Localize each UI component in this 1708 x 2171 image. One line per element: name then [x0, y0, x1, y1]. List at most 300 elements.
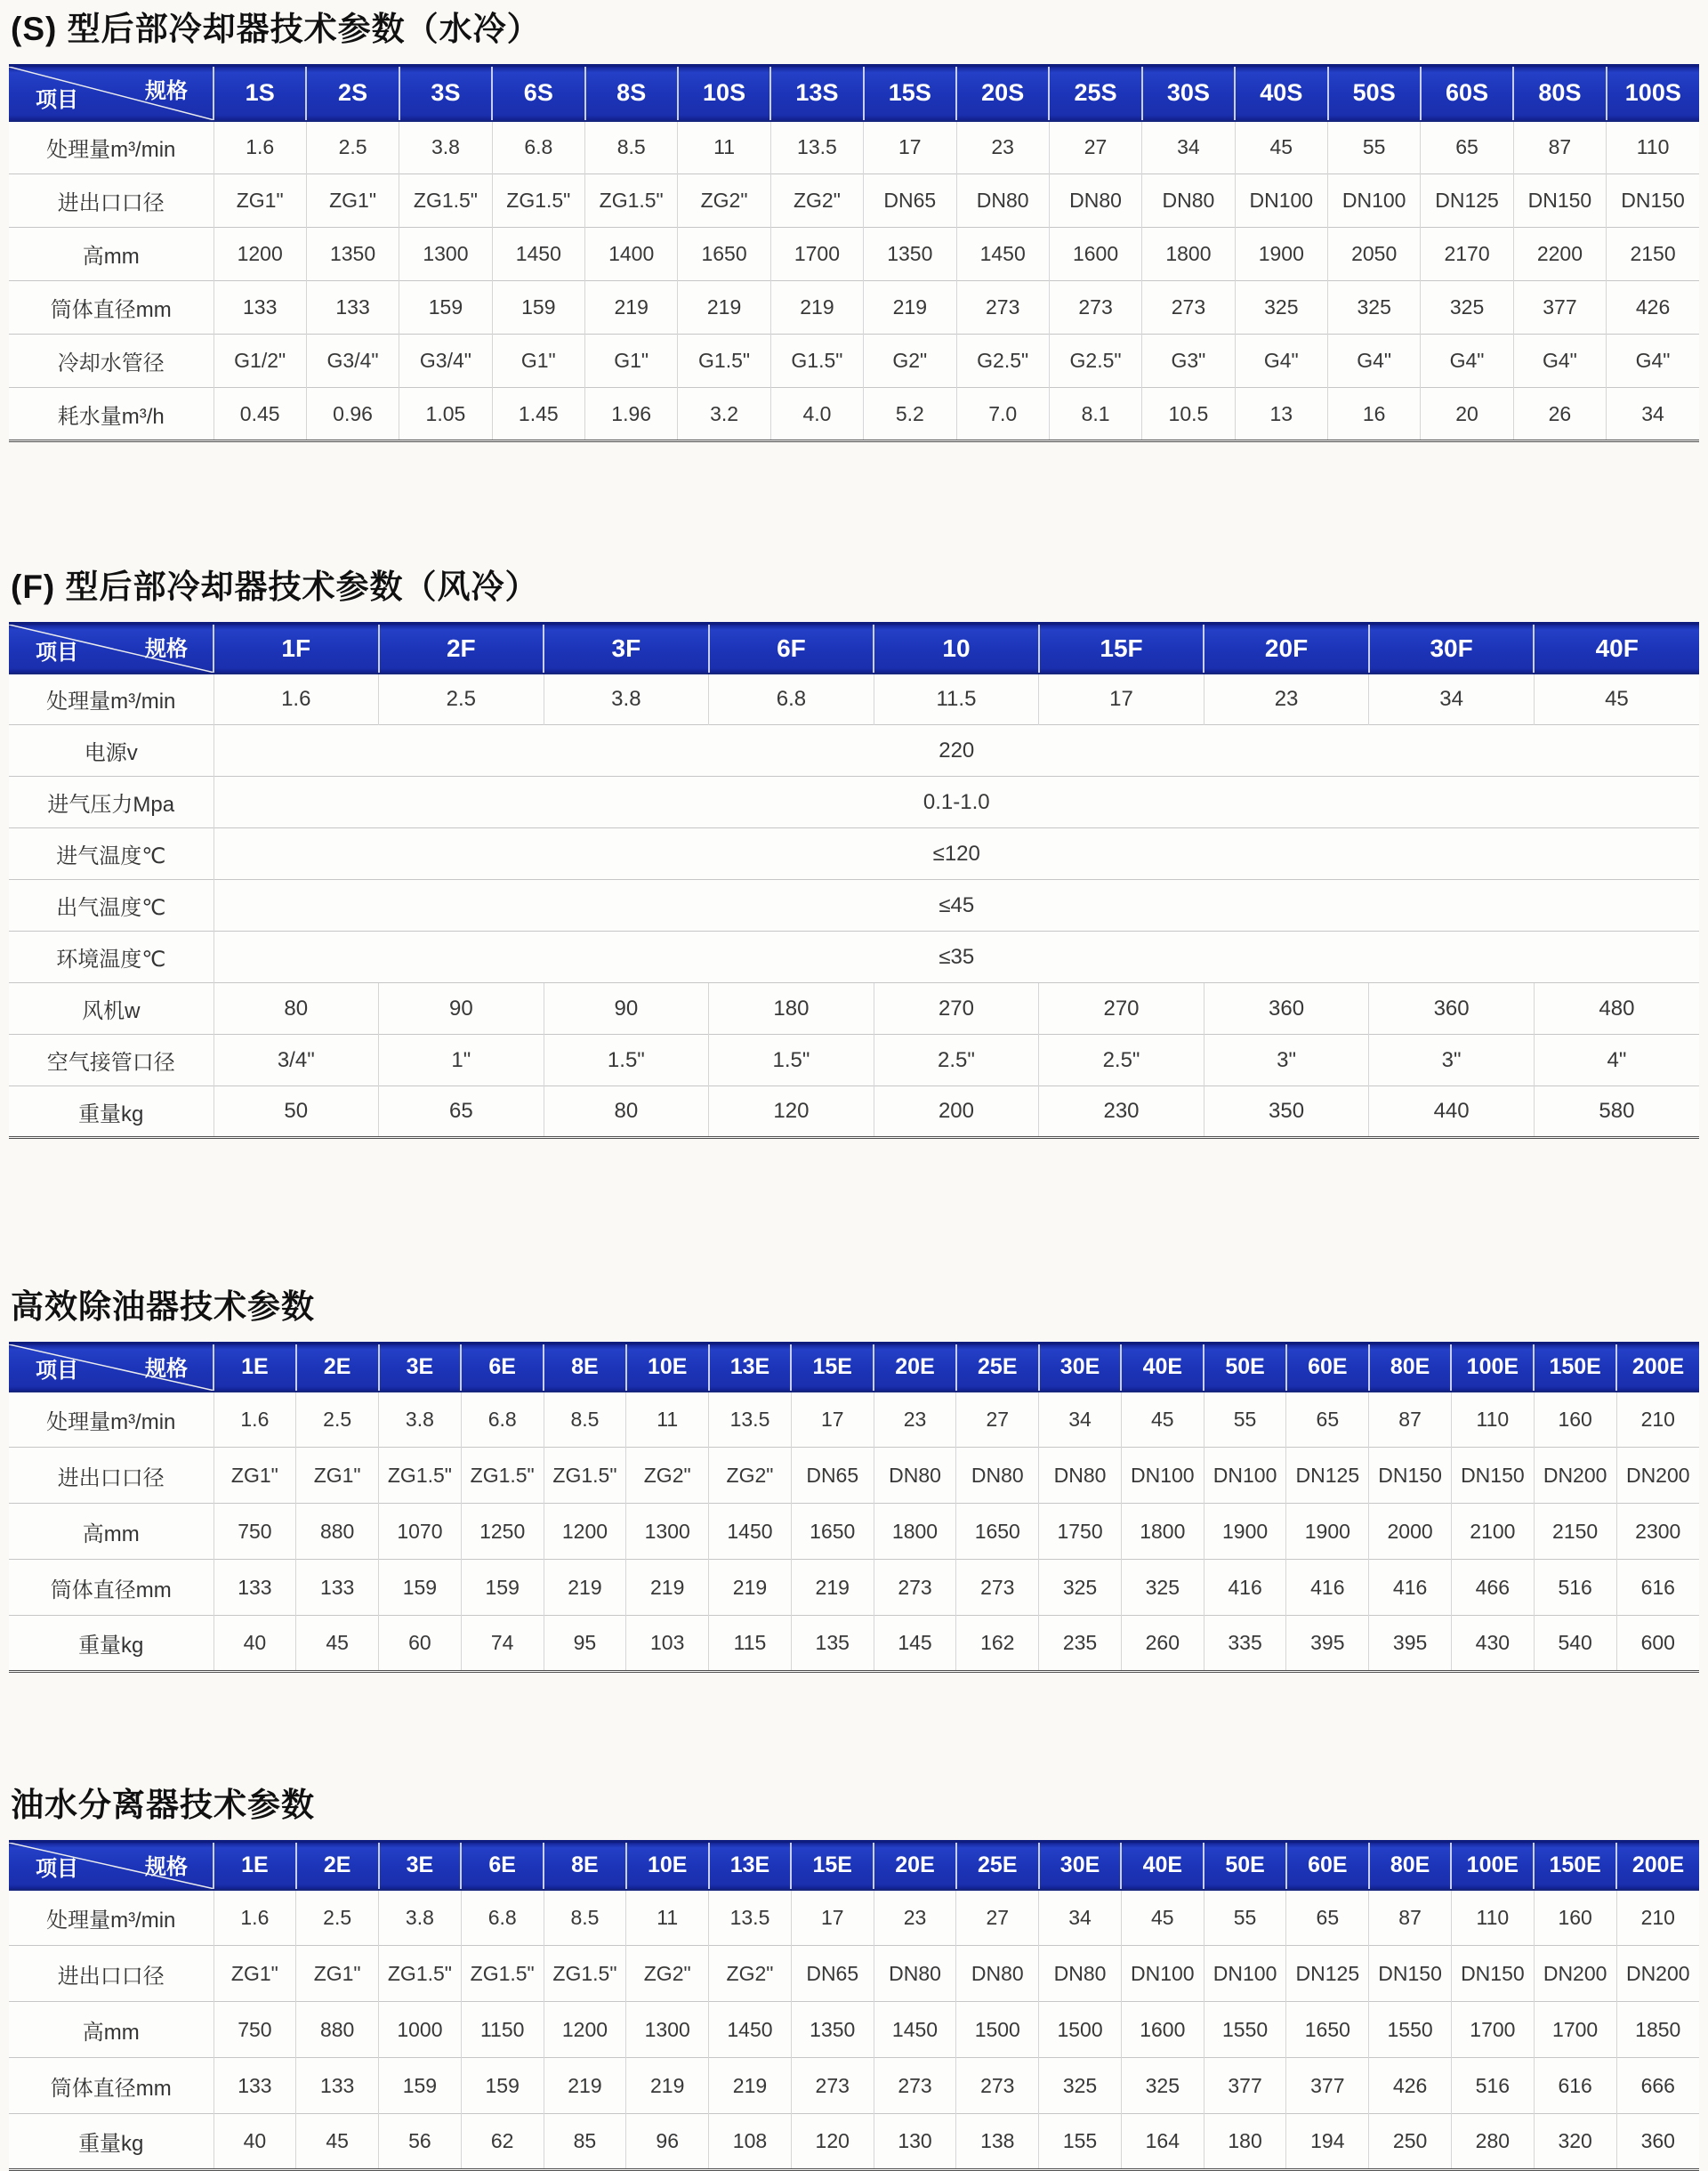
- data-cell: 180: [1204, 2114, 1286, 2170]
- table-row: [9, 2114, 1699, 2170]
- data-cell: 3.8: [379, 1890, 462, 1946]
- data-cell: 2170: [1421, 228, 1513, 281]
- data-cell: ZG1": [214, 1448, 296, 1504]
- data-cell: 1200: [544, 1504, 626, 1560]
- merged-data-cell: 220: [214, 725, 1699, 777]
- data-cell: 1600: [1049, 228, 1141, 281]
- data-cell: DN125: [1286, 1946, 1369, 2002]
- data-cell: 270: [1039, 983, 1204, 1035]
- data-cell: G3/4": [399, 335, 492, 388]
- data-cell: 34: [1369, 674, 1535, 725]
- data-cell: ZG2": [709, 1448, 792, 1504]
- table-row: [9, 335, 1699, 388]
- data-cell: 74: [461, 1616, 544, 1672]
- row-label: 进出口口径: [9, 1448, 214, 1504]
- data-cell: 65: [379, 1086, 544, 1138]
- data-cell: 273: [956, 2058, 1039, 2114]
- data-cell: 159: [379, 2058, 462, 2114]
- column-header-80E: 80E: [1369, 1842, 1452, 1890]
- data-cell: 3.2: [678, 388, 770, 441]
- data-cell: 3": [1204, 1035, 1369, 1086]
- row-label: 重量kg: [9, 1086, 214, 1138]
- data-cell: 430: [1451, 1616, 1534, 1672]
- data-cell: DN125: [1421, 174, 1513, 228]
- data-cell: DN200: [1616, 1946, 1699, 2002]
- column-header-100S: 100S: [1607, 66, 1699, 121]
- column-header-15F: 15F: [1039, 624, 1204, 674]
- row-label: 高mm: [9, 228, 214, 281]
- data-cell: ZG1.5": [461, 1448, 544, 1504]
- data-cell: 426: [1369, 2058, 1452, 2114]
- data-cell: 1800: [874, 1504, 956, 1560]
- data-cell: 1550: [1369, 2002, 1452, 2058]
- data-cell: 27: [1049, 121, 1141, 174]
- column-header-150E: 150E: [1534, 1344, 1616, 1392]
- data-cell: ZG2": [709, 1946, 792, 2002]
- data-cell: 23: [874, 1890, 956, 1946]
- data-cell: 155: [1039, 2114, 1122, 2170]
- column-header-15S: 15S: [864, 66, 956, 121]
- data-cell: 0.45: [214, 388, 306, 441]
- table-row: [9, 1035, 1699, 1086]
- column-header-10E: 10E: [626, 1344, 709, 1392]
- data-cell: 103: [626, 1616, 709, 1672]
- data-cell: 270: [874, 983, 1039, 1035]
- data-cell: 1900: [1286, 1504, 1369, 1560]
- merged-data-cell: ≤45: [214, 880, 1699, 932]
- column-header-50S: 50S: [1328, 66, 1421, 121]
- table-header: [9, 624, 1699, 674]
- column-header-1S: 1S: [214, 66, 306, 121]
- column-header-20E: 20E: [874, 1344, 956, 1392]
- data-cell: 219: [791, 1560, 874, 1616]
- table-row: [9, 388, 1699, 441]
- column-header-100E: 100E: [1451, 1344, 1534, 1392]
- data-cell: 377: [1204, 2058, 1286, 2114]
- data-cell: 1.5": [544, 1035, 709, 1086]
- data-cell: 616: [1534, 2058, 1616, 2114]
- data-cell: 235: [1039, 1616, 1122, 1672]
- corner-item-label: 项目: [36, 87, 78, 112]
- data-cell: 34: [1039, 1392, 1122, 1448]
- row-label: 处理量m³/min: [46, 690, 176, 714]
- data-cell: DN150: [1607, 174, 1699, 228]
- data-cell: DN65: [864, 174, 956, 228]
- corner-cell: [9, 1344, 214, 1392]
- data-cell: G4": [1235, 335, 1327, 388]
- column-header-25S: 25S: [1049, 66, 1141, 121]
- data-cell: 880: [296, 2002, 379, 2058]
- data-cell: 1700: [1451, 2002, 1534, 2058]
- data-cell: ZG1": [296, 1946, 379, 2002]
- data-cell: DN65: [791, 1448, 874, 1504]
- data-cell: DN80: [956, 1448, 1039, 1504]
- data-cell: 1": [379, 1035, 544, 1086]
- data-cell: 395: [1286, 1616, 1369, 1672]
- data-cell: DN150: [1451, 1946, 1534, 2002]
- table-header: [9, 1344, 1699, 1392]
- data-cell: 540: [1534, 1616, 1616, 1672]
- data-cell: 115: [709, 1616, 792, 1672]
- data-cell: 62: [461, 2114, 544, 2170]
- data-cell: 273: [874, 1560, 956, 1616]
- data-cell: 1450: [956, 228, 1049, 281]
- data-cell: 34: [1607, 388, 1699, 441]
- data-cell: 34: [1039, 1890, 1122, 1946]
- data-cell: 1.6: [214, 121, 306, 174]
- table-row: [9, 2058, 1699, 2114]
- data-cell: 138: [956, 2114, 1039, 2170]
- data-cell: G1": [585, 335, 678, 388]
- data-cell: 325: [1039, 1560, 1122, 1616]
- data-cell: ZG1": [214, 1946, 296, 2002]
- table-row: [9, 674, 1699, 725]
- data-cell: 159: [461, 2058, 544, 2114]
- spec-section-high-efficiency-oil-remover: [9, 1288, 1699, 1673]
- data-cell: G1.5": [770, 335, 863, 388]
- data-cell: 219: [678, 281, 770, 335]
- row-label: 筒体直径mm: [9, 2058, 214, 2114]
- data-cell: 45: [1534, 674, 1699, 725]
- table-header: [9, 66, 1699, 121]
- section-title: 高效除油器技术参数: [11, 1288, 315, 1325]
- data-cell: 1250: [461, 1504, 544, 1560]
- data-cell: 0.96: [306, 388, 399, 441]
- data-cell: 45: [296, 2114, 379, 2170]
- data-cell: DN150: [1369, 1448, 1452, 1504]
- data-cell: 325: [1328, 281, 1421, 335]
- section-title: (F) 型后部冷却器技术参数（风冷）: [11, 569, 539, 605]
- data-cell: DN80: [1039, 1448, 1122, 1504]
- data-cell: 250: [1369, 2114, 1452, 2170]
- data-cell: G2": [864, 335, 956, 388]
- data-cell: 26: [1513, 388, 1606, 441]
- data-cell: 350: [1204, 1086, 1369, 1138]
- data-cell: 1450: [709, 2002, 792, 2058]
- data-cell: 17: [791, 1890, 874, 1946]
- data-cell: G4": [1607, 335, 1699, 388]
- spec-section-s-rear-cooler-water: [9, 11, 1699, 442]
- data-cell: 80: [214, 983, 379, 1035]
- data-cell: 273: [1142, 281, 1235, 335]
- column-header-3E: 3E: [379, 1842, 462, 1890]
- data-cell: 1650: [791, 1504, 874, 1560]
- table-row: [9, 983, 1699, 1035]
- header-row: [9, 66, 1699, 121]
- data-cell: 1150: [461, 2002, 544, 2058]
- data-cell: 1000: [379, 2002, 462, 2058]
- data-cell: DN80: [874, 1448, 956, 1504]
- column-header-3F: 3F: [544, 624, 709, 674]
- data-cell: G4": [1421, 335, 1513, 388]
- data-cell: 1.6: [214, 674, 379, 725]
- data-cell: 360: [1616, 2114, 1699, 2170]
- data-cell: 2300: [1616, 1504, 1699, 1560]
- data-cell: 45: [1235, 121, 1327, 174]
- data-cell: 440: [1369, 1086, 1535, 1138]
- data-cell: 135: [791, 1616, 874, 1672]
- row-label: 筒体直径mm: [9, 1560, 214, 1616]
- data-cell: 27: [956, 1890, 1039, 1946]
- data-cell: 2100: [1451, 1504, 1534, 1560]
- data-cell: 50: [214, 1086, 379, 1138]
- data-cell: G1.5": [678, 335, 770, 388]
- column-header-2E: 2E: [296, 1842, 379, 1890]
- data-cell: DN100: [1328, 174, 1421, 228]
- spec-table: [9, 64, 1699, 442]
- table-row: [9, 1616, 1699, 1672]
- section-title: (S) 型后部冷却器技术参数（水冷）: [11, 11, 541, 47]
- column-header-50E: 50E: [1204, 1842, 1286, 1890]
- data-cell: 219: [770, 281, 863, 335]
- row-label: 重量kg: [9, 2114, 214, 2170]
- data-cell: DN150: [1451, 1448, 1534, 1504]
- data-cell: 2.5": [1039, 1035, 1204, 1086]
- column-header-10E: 10E: [626, 1842, 709, 1890]
- data-cell: 2.5: [296, 1890, 379, 1946]
- corner-cell: [9, 624, 214, 674]
- data-cell: DN80: [1049, 174, 1141, 228]
- column-header-30E: 30E: [1039, 1344, 1122, 1392]
- data-cell: DN100: [1204, 1946, 1286, 2002]
- data-cell: 1500: [956, 2002, 1039, 2058]
- data-cell: 395: [1369, 1616, 1452, 1672]
- row-label: 风机w: [9, 983, 214, 1035]
- data-cell: DN125: [1286, 1448, 1369, 1504]
- data-cell: 55: [1204, 1392, 1286, 1448]
- column-header-10: 10: [874, 624, 1039, 674]
- data-cell: 7.0: [956, 388, 1049, 441]
- data-cell: 162: [956, 1616, 1039, 1672]
- data-cell: 210: [1616, 1890, 1699, 1946]
- data-cell: 1800: [1142, 228, 1235, 281]
- header-row: [9, 624, 1699, 674]
- data-cell: G3/4": [306, 335, 399, 388]
- data-cell: 65: [1286, 1890, 1369, 1946]
- data-cell: 480: [1534, 983, 1699, 1035]
- column-header-60S: 60S: [1421, 66, 1513, 121]
- data-cell: 1300: [626, 2002, 709, 2058]
- column-header-15E: 15E: [791, 1344, 874, 1392]
- merged-data-cell: 0.1-1.0: [214, 777, 1699, 828]
- spec-table: [9, 1342, 1699, 1673]
- data-cell: ZG1.5": [544, 1448, 626, 1504]
- data-cell: 2.5": [874, 1035, 1039, 1086]
- data-cell: 2200: [1513, 228, 1606, 281]
- data-cell: 1300: [399, 228, 492, 281]
- column-header-15E: 15E: [791, 1842, 874, 1890]
- data-cell: 55: [1328, 121, 1421, 174]
- data-cell: ZG1": [296, 1448, 379, 1504]
- data-cell: 16: [1328, 388, 1421, 441]
- data-cell: 160: [1534, 1392, 1616, 1448]
- data-cell: 133: [214, 1560, 296, 1616]
- data-cell: 1.5": [709, 1035, 874, 1086]
- data-cell: 2050: [1328, 228, 1421, 281]
- data-cell: DN100: [1204, 1448, 1286, 1504]
- column-header-2S: 2S: [306, 66, 399, 121]
- column-header-1F: 1F: [214, 624, 379, 674]
- data-cell: 133: [306, 281, 399, 335]
- data-cell: DN80: [874, 1946, 956, 2002]
- data-cell: 335: [1204, 1616, 1286, 1672]
- corner-spec-label: 规格: [145, 79, 188, 103]
- data-cell: 616: [1616, 1560, 1699, 1616]
- data-cell: 200: [874, 1086, 1039, 1138]
- data-cell: 90: [379, 983, 544, 1035]
- column-header-50E: 50E: [1204, 1344, 1286, 1392]
- column-header-60E: 60E: [1286, 1344, 1369, 1392]
- data-cell: 325: [1421, 281, 1513, 335]
- row-label: 高mm: [9, 1504, 214, 1560]
- data-cell: 1550: [1204, 2002, 1286, 2058]
- data-cell: 90: [544, 983, 709, 1035]
- spec-section-oil-water-separator: [9, 1787, 1699, 2171]
- data-cell: 2.5: [296, 1392, 379, 1448]
- data-cell: 2.5: [306, 121, 399, 174]
- row-label: 进气压力Mpa: [9, 777, 214, 828]
- row-label: 环境温度℃: [9, 932, 214, 983]
- data-cell: 880: [296, 1504, 379, 1560]
- data-cell: 133: [214, 281, 306, 335]
- data-cell: 60: [379, 1616, 462, 1672]
- data-cell: 2000: [1369, 1504, 1452, 1560]
- data-cell: ZG2": [626, 1946, 709, 2002]
- column-header-13E: 13E: [709, 1344, 792, 1392]
- table-row: [9, 2002, 1699, 2058]
- data-cell: 219: [585, 281, 678, 335]
- data-cell: 85: [544, 2114, 626, 2170]
- data-cell: 377: [1286, 2058, 1369, 2114]
- column-header-1E: 1E: [214, 1842, 296, 1890]
- data-cell: 17: [791, 1392, 874, 1448]
- table-row: [9, 174, 1699, 228]
- corner-item-label: 项目: [36, 1358, 78, 1383]
- data-cell: 1900: [1235, 228, 1327, 281]
- data-cell: 87: [1369, 1392, 1452, 1448]
- row-label: 进出口口径: [9, 1946, 214, 2002]
- column-header-40E: 40E: [1121, 1842, 1204, 1890]
- data-cell: 273: [956, 281, 1049, 335]
- column-header-6S: 6S: [492, 66, 584, 121]
- data-cell: ZG1.5": [379, 1448, 462, 1504]
- data-cell: 23: [956, 121, 1049, 174]
- data-cell: 65: [1286, 1392, 1369, 1448]
- data-cell: 159: [379, 1560, 462, 1616]
- row-label: 进出口口径: [9, 174, 214, 228]
- data-cell: 55: [1204, 1890, 1286, 1946]
- table-header: [9, 1842, 1699, 1890]
- data-cell: 8.5: [544, 1392, 626, 1448]
- data-cell: 1450: [874, 2002, 956, 2058]
- data-cell: 11: [626, 1890, 709, 1946]
- data-cell: 133: [296, 1560, 379, 1616]
- data-cell: 1.05: [399, 388, 492, 441]
- spec-section-f-rear-cooler-air: [9, 569, 1699, 1139]
- data-cell: 6.8: [461, 1890, 544, 1946]
- data-cell: 3.8: [544, 674, 709, 725]
- data-cell: 133: [296, 2058, 379, 2114]
- data-cell: 219: [864, 281, 956, 335]
- data-cell: 320: [1534, 2114, 1616, 2170]
- table-row: [9, 1504, 1699, 1560]
- table-row: [9, 828, 1699, 880]
- column-header-200E: 200E: [1616, 1842, 1699, 1890]
- data-cell: 164: [1121, 2114, 1204, 2170]
- data-cell: DN200: [1534, 1946, 1616, 2002]
- data-cell: 600: [1616, 1616, 1699, 1672]
- corner-cell: [9, 1842, 214, 1890]
- data-cell: G2.5": [956, 335, 1049, 388]
- data-cell: 325: [1121, 2058, 1204, 2114]
- data-cell: 260: [1121, 1616, 1204, 1672]
- data-cell: 80: [544, 1086, 709, 1138]
- data-cell: 1350: [791, 2002, 874, 2058]
- column-header-6E: 6E: [461, 1344, 544, 1392]
- data-cell: DN100: [1121, 1946, 1204, 2002]
- data-cell: 3.8: [399, 121, 492, 174]
- data-cell: 110: [1607, 121, 1699, 174]
- data-cell: DN80: [956, 174, 1049, 228]
- data-cell: 1.96: [585, 388, 678, 441]
- data-cell: DN150: [1513, 174, 1606, 228]
- data-cell: 219: [544, 2058, 626, 2114]
- data-cell: 1450: [492, 228, 584, 281]
- data-cell: 160: [1534, 1890, 1616, 1946]
- data-cell: 159: [461, 1560, 544, 1616]
- column-header-1E: 1E: [214, 1344, 296, 1392]
- data-cell: 750: [214, 2002, 296, 2058]
- data-cell: 325: [1039, 2058, 1122, 2114]
- data-cell: 45: [296, 1616, 379, 1672]
- column-header-40F: 40F: [1534, 624, 1699, 674]
- column-header-8E: 8E: [544, 1842, 626, 1890]
- data-cell: 666: [1616, 2058, 1699, 2114]
- data-cell: 230: [1039, 1086, 1204, 1138]
- column-header-40S: 40S: [1235, 66, 1327, 121]
- data-cell: 8.5: [585, 121, 678, 174]
- data-cell: 273: [1049, 281, 1141, 335]
- data-cell: 280: [1451, 2114, 1534, 2170]
- row-label: 电源v: [9, 725, 214, 777]
- data-cell: 194: [1286, 2114, 1369, 2170]
- data-cell: 8.5: [544, 1890, 626, 1946]
- row-label: 处理量m³/min: [46, 138, 176, 163]
- data-cell: 34: [1142, 121, 1235, 174]
- table-row: [9, 281, 1699, 335]
- table-body: [9, 1392, 1699, 1672]
- table-body: [9, 121, 1699, 441]
- table-row: [9, 1448, 1699, 1504]
- data-cell: 13.5: [770, 121, 863, 174]
- column-header-13E: 13E: [709, 1842, 792, 1890]
- row-label: 耗水量m³/h: [9, 388, 214, 441]
- row-label: 处理量m³/min: [46, 1409, 176, 1434]
- spec-table: [9, 622, 1699, 1139]
- column-header-40E: 40E: [1121, 1344, 1204, 1392]
- data-cell: 210: [1616, 1392, 1699, 1448]
- data-cell: ZG1.5": [379, 1946, 462, 2002]
- data-cell: 40: [214, 1616, 296, 1672]
- data-cell: 1800: [1121, 1504, 1204, 1560]
- column-header-6E: 6E: [461, 1842, 544, 1890]
- data-cell: 377: [1513, 281, 1606, 335]
- data-cell: 40: [214, 2114, 296, 2170]
- row-label: 出气温度℃: [9, 880, 214, 932]
- column-header-8E: 8E: [544, 1344, 626, 1392]
- data-cell: 1200: [544, 2002, 626, 2058]
- data-cell: ZG1.5": [544, 1946, 626, 2002]
